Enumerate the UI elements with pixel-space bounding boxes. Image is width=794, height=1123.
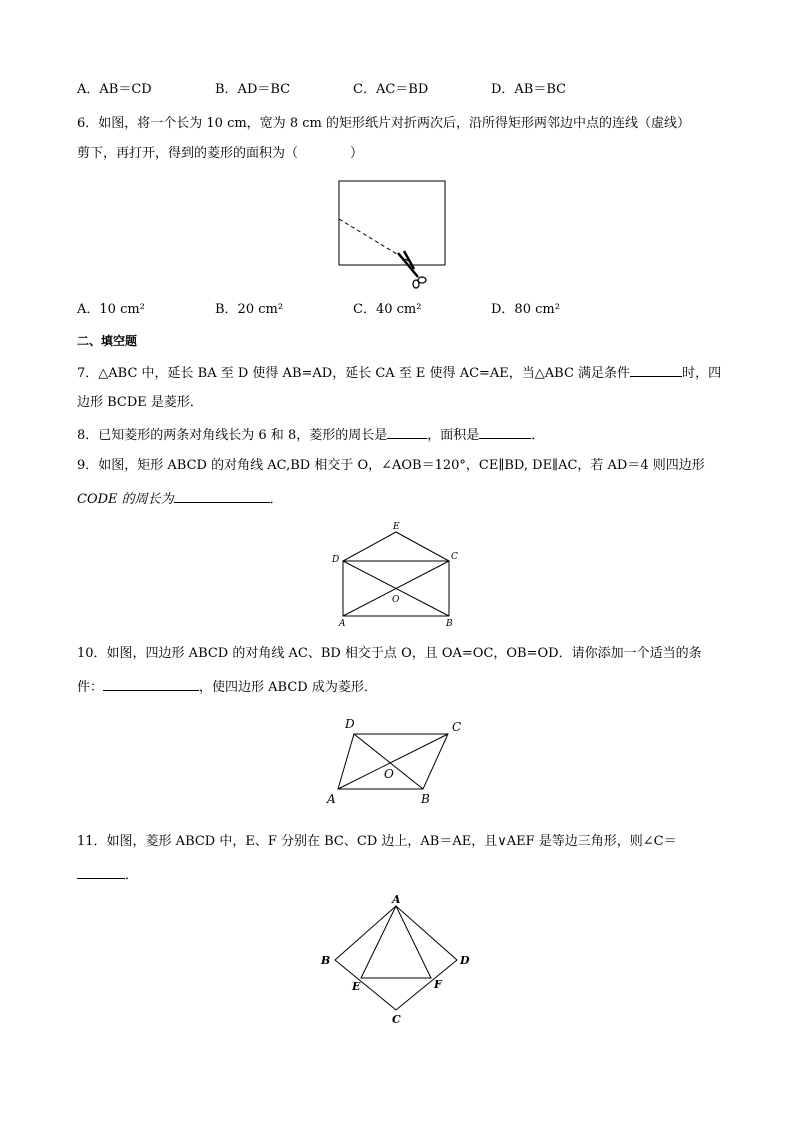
q11-label-f: F	[434, 978, 442, 991]
q9-line2-text: CODE 的周长为	[77, 492, 174, 507]
q10-label-a: A	[327, 792, 336, 806]
q10-label-b: B	[421, 792, 430, 806]
q11-rhombus-figure	[315, 890, 475, 1026]
q9-label-d: D	[332, 555, 340, 565]
q10-line2-end: ，使四边形 ABCD 成为菱形．	[199, 680, 377, 695]
q7-line1-end: 时，四	[682, 366, 722, 381]
q7-answer-blank[interactable]	[630, 362, 682, 377]
q5-option-a: A．AB＝CD	[77, 82, 152, 97]
q6-line2-close: ）	[350, 146, 364, 161]
q9-answer-blank[interactable]	[174, 488, 270, 503]
q9-label-e: E	[393, 522, 400, 532]
q9-segment-de	[343, 532, 396, 561]
q9-label-b: B	[446, 619, 453, 629]
q6-option-b: B．20 cm²	[215, 302, 284, 317]
section-title: 二、填空题	[77, 334, 138, 348]
q9-segment-ce	[396, 532, 449, 561]
q6-line2-text: 剪下，再打开，得到的菱形的面积为（	[77, 146, 299, 161]
q5-option-c: C．AC＝BD	[353, 82, 429, 97]
q10-label-o: O	[384, 767, 394, 781]
scissors-icon	[398, 251, 426, 288]
q5-option-b: B．AD＝BC	[215, 82, 291, 97]
q10-rhombus-figure	[320, 710, 470, 810]
q7-line2: 边形 BCDE 是菱形．	[77, 395, 203, 410]
q6-line2	[77, 144, 363, 164]
q9-label-o: O	[392, 595, 400, 605]
q8-line	[77, 424, 544, 446]
q6-option-a: A．10 cm²	[77, 302, 145, 317]
q6-rectangle	[339, 181, 445, 265]
q11-label-c: C	[392, 1013, 401, 1026]
q11-line2-end: ．	[125, 868, 139, 883]
q10-label-c: C	[452, 720, 462, 734]
q7-line1-text: 7．△ABC 中，延长 BA 至 D 使得 AB=AD，延长 CA 至 E 使得 AC=AE，当△ABC 满足条件	[77, 366, 631, 381]
q11-label-d: D	[460, 954, 470, 967]
q11-answer-blank[interactable]	[77, 864, 125, 879]
q11-line1-text: 11．如图，菱形 ABCD 中，E、F 分别在 BC、CD 边上，AB＝AE，且∨AEF 是等边三角形，则∠C＝	[77, 834, 677, 849]
q9-rectangle-figure	[330, 518, 460, 630]
q6-option-d: D．80 cm²	[491, 302, 560, 317]
q11-label-a: A	[392, 893, 401, 906]
q11-rhombus-abcd	[335, 906, 457, 1010]
q8-text-a: 8．已知菱形的两条对角线长为 6 和 8，菱形的周长是	[77, 428, 388, 443]
q11-line2	[77, 864, 138, 886]
q11-line1	[77, 832, 677, 852]
q9-line2	[77, 488, 283, 510]
q6-rectangle-figure	[330, 175, 460, 295]
q10-answer-blank[interactable]	[103, 676, 199, 691]
q11-label-b: B	[321, 954, 331, 967]
q8-perimeter-blank[interactable]	[387, 424, 427, 439]
q10-line1: 10．如图，四边形 ABCD 的对角线 AC、BD 相交于点 O，且 OA=OC，OB=OD．请你添加一个适当的条	[77, 646, 702, 661]
q10-line2-text: 件：	[77, 680, 104, 695]
q11-label-e: E	[352, 980, 361, 993]
q9-line1: 9．如图，矩形 ABCD 的对角线 AC,BD 相交于 O，∠AOB＝120°，CE∥BD, DE∥AC，若 AD＝4 则四边形	[77, 458, 705, 473]
q10-label-d: D	[345, 717, 355, 731]
q11-triangle-aef	[361, 906, 431, 978]
q5-option-d: D．AB＝BC	[491, 82, 567, 97]
q7-line1	[77, 362, 721, 384]
q6-line1: 6．如图，将一个长为 10 cm，宽为 8 cm 的矩形纸片对折两次后，沿所得矩形两邻边中点的连线（虚线）	[77, 116, 690, 131]
q9-line2-end: ．	[269, 492, 283, 507]
q8-text-b: ，面积是	[427, 428, 480, 443]
q8-area-blank[interactable]	[479, 424, 531, 439]
q9-label-c: C	[451, 552, 458, 562]
q9-label-a: A	[339, 619, 346, 629]
q8-text-c: ．	[531, 428, 545, 443]
q6-option-c: C．40 cm²	[353, 302, 422, 317]
q10-line2	[77, 676, 377, 698]
